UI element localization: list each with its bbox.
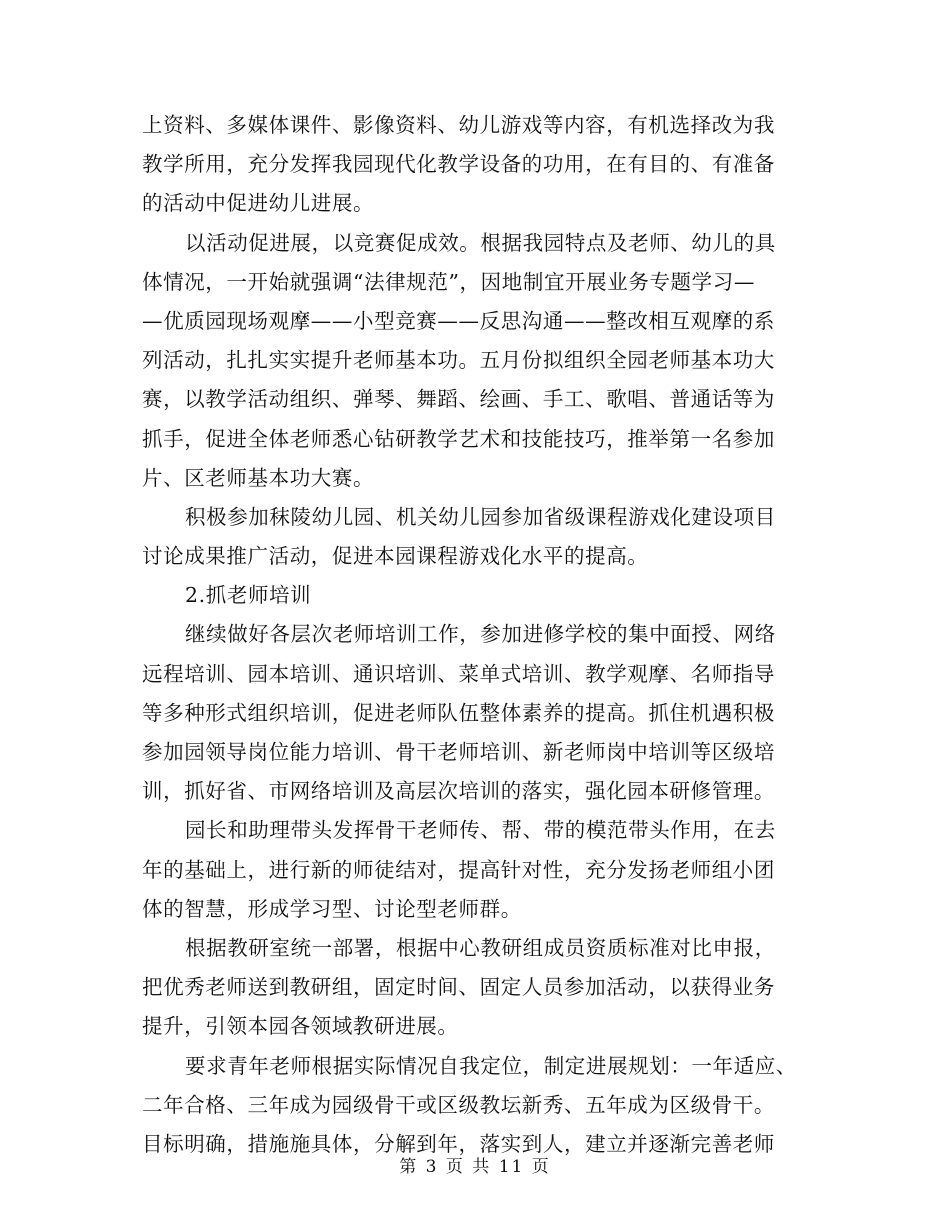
paragraph — [142, 929, 822, 1047]
text-line: 训，抓好省、市网络培训及高层次培训的落实，强化园本研修管理。 — [142, 779, 775, 804]
text-line: 参加园领导岗位能力培训、骨干老师培训、新老师岗中培训等区级培 — [142, 740, 775, 764]
text-line: 体的智慧，形成学习型、讨论型老师群。 — [142, 896, 522, 921]
document-body — [142, 106, 822, 1164]
paragraph — [142, 1047, 822, 1165]
text-line: 列活动，扎扎实实提升老师基本功。五月份拟组织全园老师基本功大 — [142, 348, 775, 373]
paragraph — [142, 106, 822, 224]
text-line: 等多种形式组织培训，促进老师队伍整体素养的提高。抓住机遇积极 — [142, 700, 775, 725]
text-line: 以活动促进展，以竞赛促成效。根据我园特点及老师、幼儿的具 — [185, 230, 776, 255]
paragraph — [142, 615, 822, 811]
text-line: 把优秀老师送到教研组，固定时间、固定人员参加活动，以获得业务 — [142, 975, 775, 1000]
text-line: 讨论成果推广活动，促进本园课程游戏化水平的提高。 — [142, 544, 649, 569]
text-line: —优质园现场观摩——小型竞赛——反思沟通——整改相互观摩的系 — [142, 308, 775, 333]
paragraph — [142, 811, 822, 929]
text-line: 远程培训、园本培训、通识培训、菜单式培训、教学观摩、名师指导 — [142, 661, 775, 686]
text-line: 园长和助理带头发挥骨干老师传、帮、带的模范带头作用，在去 — [185, 818, 776, 843]
page-number-footer: 第 3 页 共 11 页 — [399, 1157, 551, 1177]
text-line: 年的基础上，进行新的师徒结对，提高针对性，充分发扬老师组小团 — [142, 857, 775, 882]
text-line: 体情况，一开始就强调“法律规范”，因地制宜开展业务专题学习— — [142, 269, 755, 294]
paragraph — [142, 498, 822, 576]
text-line: 要求青年老师根据实际情况自我定位，制定进展规划：一年适应、 — [185, 1053, 797, 1078]
section-heading — [142, 576, 822, 615]
text-line: 的活动中促进幼儿进展。 — [142, 191, 375, 216]
text-line: 二年合格、三年成为园级骨干或区级教坛新秀、五年成为区级骨干。 — [142, 1092, 775, 1117]
text-line: 积极参加秣陵幼儿园、机关幼儿园参加省级课程游戏化建设项目 — [185, 504, 776, 529]
text-line: 上资料、多媒体课件、影像资料、幼儿游戏等内容，有机选择改为我 — [142, 113, 775, 137]
text-line: 根据教研室统一部署，根据中心教研组成员资质标准对比申报， — [185, 935, 776, 960]
text-line: 抓手，促进全体老师悉心钻研教学艺术和技能技巧，推举第一名参加 — [142, 426, 775, 451]
paragraph — [142, 224, 822, 498]
text-line: 赛，以教学活动组织、弹琴、舞蹈、绘画、手工、歌唱、普通话等为 — [142, 387, 775, 412]
heading-line: 2.抓老师培训 — [185, 583, 312, 608]
text-line: 提升，引领本园各领域教研进展。 — [142, 1014, 459, 1039]
text-line: 目标明确，措施施具体，分解到年，落实到人，建立并逐渐完善老师 — [142, 1131, 775, 1156]
text-line: 继续做好各层次老师培训工作，参加进修学校的集中面授、网络 — [185, 622, 776, 647]
text-line: 教学所用，充分发挥我园现代化教学设备的功用，在有目的、有准备 — [142, 152, 775, 177]
text-line: 片、区老师基本功大赛。 — [142, 465, 375, 490]
